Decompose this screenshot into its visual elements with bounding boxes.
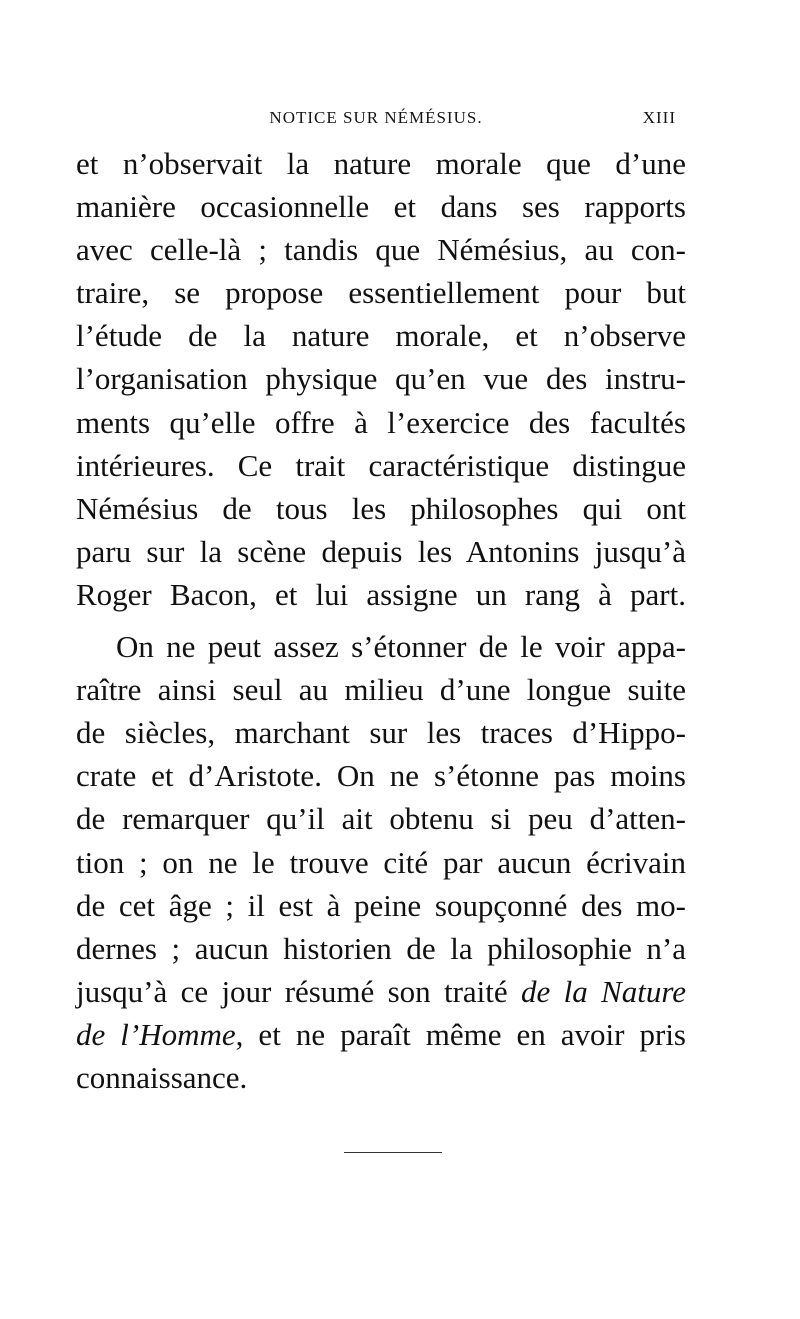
text-segment: jusqu’à ce jour résumé son traité (76, 973, 521, 1009)
text-line: et n’observait la nature morale que d’une (76, 146, 686, 181)
page-header (76, 106, 676, 130)
text-line: l’organisation physique qu’en vue des instru- (76, 361, 686, 397)
text-line: de siècles, marchant sur les traces d’Hippo- (76, 715, 686, 751)
text-line: l’étude de la nature morale, et n’observe (76, 318, 686, 354)
text-line: paru sur la scène depuis les Antonins jusqu’à (76, 533, 686, 569)
paragraph-2 (76, 625, 686, 1099)
text-line (76, 1013, 686, 1056)
italic-title-part: de l’Homme (76, 1016, 236, 1052)
section-end-rule (344, 1152, 442, 1153)
text-line (76, 970, 686, 1013)
body-text (76, 142, 686, 1099)
text-line: ments qu’elle offre à l’exercice des facultés (76, 404, 686, 440)
text-line: dernes ; aucun historien de la philosophie n’a (76, 930, 686, 966)
text-line: crate et d’Aristote. On ne s’étonne pas moins (76, 758, 686, 794)
text-line: de cet âge ; il est à peine soupçonné des mo- (76, 887, 686, 923)
text-line: traire, se propose essentiellement pour but (76, 275, 686, 311)
text-line: Roger Bacon, et lui assigne un rang à part. (76, 576, 686, 612)
text-line: de remarquer qu’il ait obtenu si peu d’atten- (76, 801, 686, 837)
italic-title-part: de la Nature (520, 973, 686, 1009)
page-number: XIII (642, 108, 676, 127)
text-line: raître ainsi seul au milieu d’une longue suite (76, 672, 686, 708)
text-segment: , et ne paraît même en avoir pris (235, 1016, 686, 1052)
text-line: connaissance. (76, 1059, 248, 1095)
text-line: avec celle-là ; tandis que Némésius, au con- (76, 232, 686, 268)
text-line: manière occasionnelle et dans ses rapports (76, 189, 686, 225)
text-line: intérieures. Ce trait caractéristique distingue (76, 447, 686, 483)
paragraph-1 (76, 142, 686, 616)
text-line: On ne peut assez s’étonner de le voir appa- (116, 629, 686, 665)
running-title: NOTICE SUR NÉMÉSIUS. (269, 108, 483, 127)
text-line: Némésius de tous les philosophes qui ont (76, 490, 686, 526)
text-line: tion ; on ne le trouve cité par aucun écrivain (76, 844, 686, 880)
